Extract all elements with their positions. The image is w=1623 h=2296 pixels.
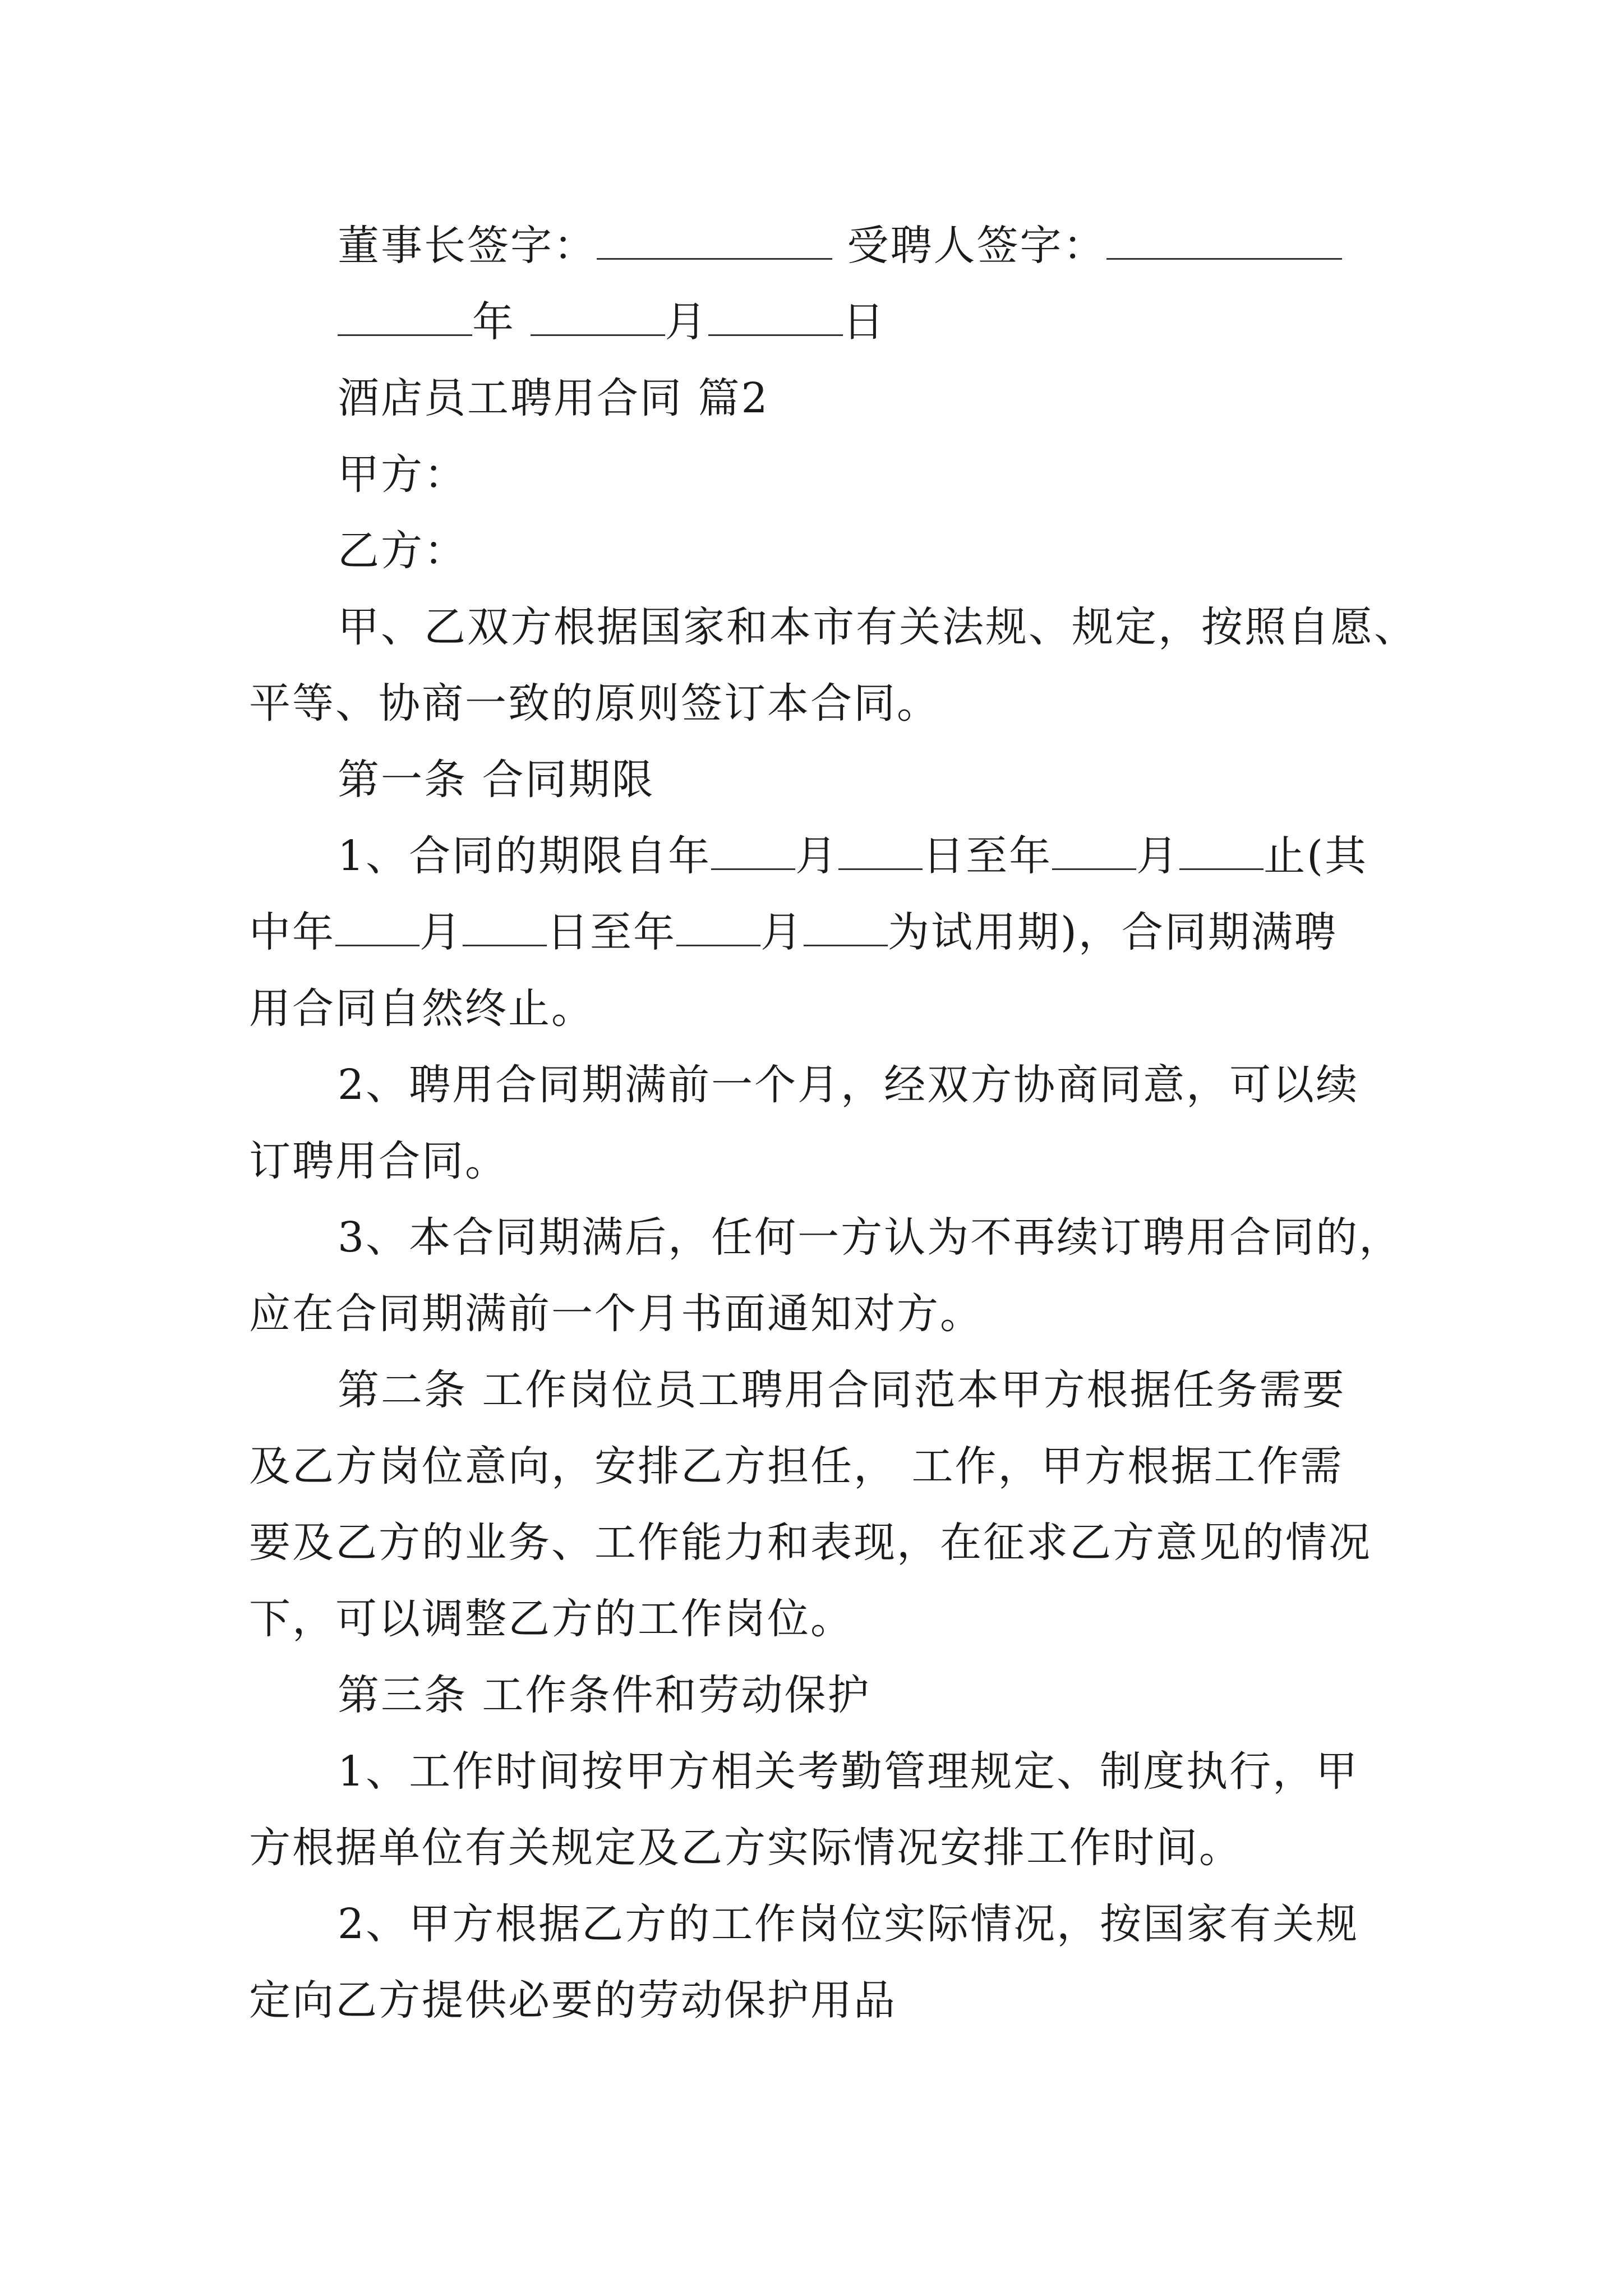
article2-line1: 第二条 工作岗位员工聘用合同范本甲方根据任务需要 bbox=[338, 1366, 1346, 1414]
article3-item2-line1: 2、甲方根据乙方的工作岗位实际情况，按国家有关规 bbox=[338, 1900, 1359, 1948]
article2-line4: 下，可以调整乙方的工作岗位。 bbox=[249, 1595, 854, 1643]
article1-item3-line2: 应在合同期满前一个月书面通知对方。 bbox=[249, 1290, 983, 1338]
article1-item3-line1: 3、本合同期满后，任何一方认为不再续订聘用合同的， bbox=[338, 1213, 1403, 1262]
party-b-label: 乙方： bbox=[338, 527, 467, 575]
article3-item1-line1: 1、工作时间按甲方相关考勤管理规定、制度执行，甲 bbox=[338, 1747, 1359, 1796]
article1-item2-line2: 订聘用合同。 bbox=[249, 1137, 508, 1185]
document-body bbox=[249, 208, 1417, 2039]
month-blank bbox=[531, 294, 665, 336]
article2-line3: 要及乙方的业务、工作能力和表现，在征求乙方意见的情况 bbox=[249, 1519, 1372, 1567]
intro-line-2: 平等、协商一致的原则签订本合同。 bbox=[249, 679, 940, 728]
intro-line-1: 甲、乙双方根据国家和本市有关法规、规定，按照自愿、 bbox=[338, 603, 1417, 651]
section-heading: 酒店员工聘用合同 篇2 bbox=[338, 374, 769, 422]
text-fragment: 日至年 bbox=[547, 908, 676, 956]
article3-item2-line2: 定向乙方提供必要的劳动保护用品 bbox=[249, 1976, 897, 2024]
text-fragment: 月 bbox=[419, 908, 463, 956]
chairman-signature-label: 董事长签字： bbox=[338, 222, 597, 270]
employee-signature-label: 受聘人签字： bbox=[847, 222, 1106, 270]
fill-blank bbox=[463, 904, 547, 946]
article1-item1-line1 bbox=[249, 818, 1393, 894]
signature-line bbox=[249, 208, 1393, 284]
chairman-signature-blank bbox=[597, 218, 832, 260]
date-line bbox=[249, 284, 1393, 360]
article1-title: 第一条 合同期限 bbox=[338, 756, 655, 804]
day-label: 日 bbox=[842, 298, 886, 346]
article2-line2: 及乙方岗位意向，安排乙方担任， 工作，甲方根据工作需 bbox=[249, 1442, 1344, 1490]
text-fragment: 月 bbox=[760, 908, 804, 956]
fill-blank bbox=[1052, 828, 1136, 870]
day-blank bbox=[708, 294, 843, 336]
fill-blank bbox=[676, 904, 760, 946]
text-fragment: 为试用期)，合同期满聘 bbox=[888, 908, 1338, 956]
employee-signature-blank bbox=[1106, 218, 1342, 260]
fill-blank bbox=[838, 828, 923, 870]
fill-blank bbox=[804, 904, 888, 946]
text-fragment: 止(其 bbox=[1264, 832, 1368, 880]
article1-item1-line2 bbox=[249, 894, 1393, 970]
text-fragment: 中年 bbox=[249, 908, 335, 956]
month-label: 月 bbox=[665, 298, 708, 346]
party-a-label: 甲方： bbox=[338, 450, 467, 499]
text-fragment: 月 bbox=[1136, 832, 1180, 880]
year-blank bbox=[338, 294, 472, 336]
year-label: 年 bbox=[472, 298, 515, 346]
article3-title: 第三条 工作条件和劳动保护 bbox=[338, 1671, 871, 1719]
article3-item1-line2: 方根据单位有关规定及乙方实际情况安排工作时间。 bbox=[249, 1824, 1242, 1872]
article1-item2-line1: 2、聘用合同期满前一个月，经双方协商同意，可以续 bbox=[338, 1061, 1359, 1109]
fill-blank bbox=[335, 904, 419, 946]
article1-item1-line3: 用合同自然终止。 bbox=[249, 984, 594, 1033]
fill-blank bbox=[711, 828, 795, 870]
fill-blank bbox=[1179, 828, 1264, 870]
text-fragment: 1、合同的期限自年 bbox=[338, 832, 712, 880]
text-fragment: 日至年 bbox=[923, 832, 1053, 880]
text-fragment: 月 bbox=[795, 832, 839, 880]
